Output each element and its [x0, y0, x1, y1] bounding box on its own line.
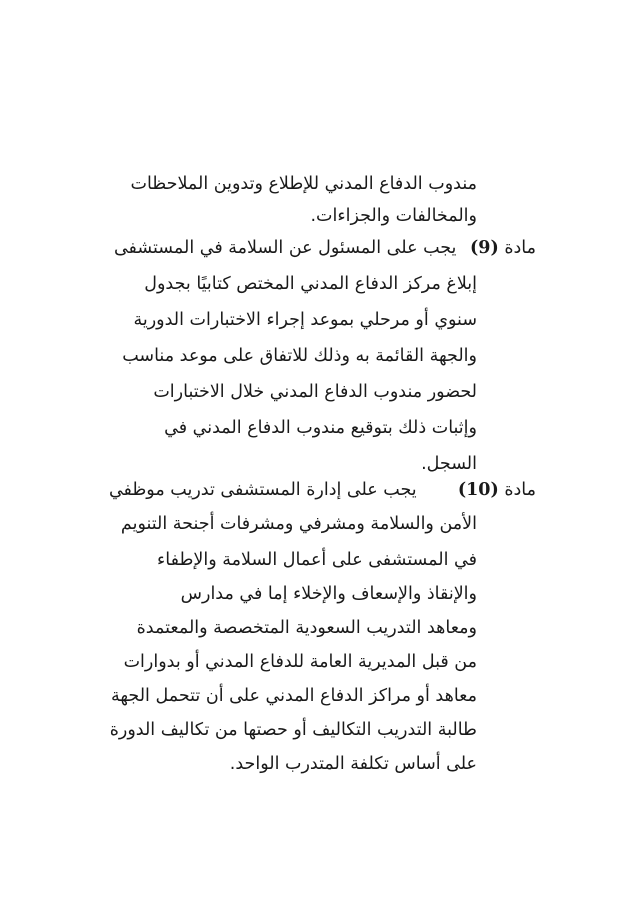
- text-line: يجب على إدارة المستشفى تدريب موظفي: [108, 480, 417, 500]
- text-line: والإنقاذ والإسعاف والإخلاء إما في مدارس: [180, 584, 477, 604]
- text-line: معاهد أو مراكز الدفاع المدني على أن تتحمل الجهة: [110, 686, 477, 706]
- text-line: وإثبات ذلك بتوقيع مندوب الدفاع المدني في: [164, 418, 477, 438]
- article-9-word: مادة: [504, 238, 536, 258]
- text-line: الأمن والسلامة ومشرفي ومشرفات أجنحة التنويم: [120, 514, 477, 534]
- text-line: من قبل المديرية العامة للدفاع المدني أو بدوارات: [123, 652, 477, 672]
- article-10-heading: [109, 472, 536, 508]
- article-10-number: (10): [457, 480, 499, 500]
- article-9-label: [470, 230, 536, 266]
- article-10-word: مادة: [504, 480, 536, 500]
- article-9-heading: [114, 230, 536, 266]
- text-line: على أساس تكلفة المتدرب الواحد.: [229, 754, 477, 774]
- article-9-number: (9): [470, 238, 499, 258]
- text-line: مندوب الدفاع المدني للإطلاع وتدوين الملاحظات: [130, 174, 477, 194]
- text-line: طالبة التدريب التكاليف أو حصتها من تكاليف الدورة: [109, 720, 477, 740]
- text-line: يجب على المسئول عن السلامة في المستشفى: [113, 238, 457, 258]
- text-line: إبلاغ مركز الدفاع المدني المختص كتابيًا بجدول: [144, 274, 477, 294]
- text-line: السجل.: [421, 454, 477, 474]
- text-line: والمخالفات والجزاءات.: [310, 206, 477, 226]
- text-line: سنوي أو مرحلي بموعد إجراء الاختبارات الدورية: [133, 310, 477, 330]
- text-line: في المستشفى على أعمال السلامة والإطفاء: [157, 550, 477, 570]
- text-line: لحضور مندوب الدفاع المدني خلال الاختبارات: [153, 382, 477, 402]
- article-10-label: [458, 472, 536, 508]
- text-line: ومعاهد التدريب السعودية المتخصصة والمعتمدة: [136, 618, 477, 638]
- text-line: والجهة القائمة به وذلك للاتفاق على موعد مناسب: [122, 346, 477, 366]
